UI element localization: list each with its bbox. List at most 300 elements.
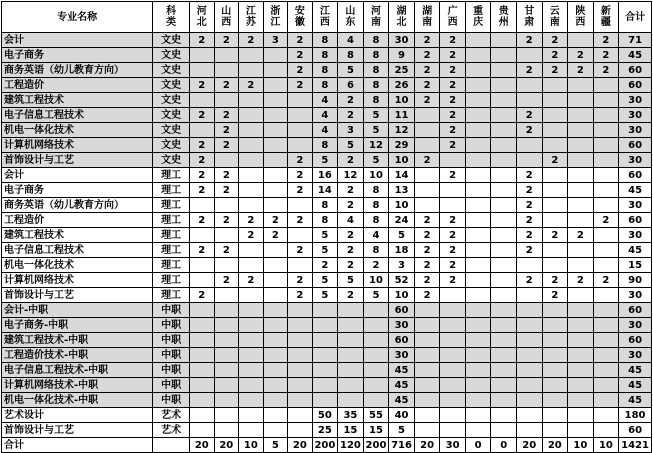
quota-cell bbox=[263, 303, 288, 318]
table-row bbox=[2, 258, 652, 273]
quota-cell bbox=[288, 408, 313, 423]
quota-cell: 5 bbox=[338, 273, 364, 288]
quota-cell: 2 bbox=[214, 213, 239, 228]
row-total-cell: 60 bbox=[619, 213, 652, 228]
quota-cell bbox=[288, 378, 313, 393]
quota-cell bbox=[190, 318, 215, 333]
quota-cell bbox=[440, 183, 466, 198]
quota-cell bbox=[440, 288, 466, 303]
quota-cell bbox=[190, 93, 215, 108]
quota-cell: 2 bbox=[440, 258, 466, 273]
quota-cell bbox=[288, 393, 313, 408]
quota-cell bbox=[239, 318, 264, 333]
quota-cell: 2 bbox=[414, 78, 440, 93]
quota-cell bbox=[440, 303, 466, 318]
quota-cell: 2 bbox=[440, 273, 466, 288]
quota-cell bbox=[190, 198, 215, 213]
quota-cell bbox=[593, 168, 619, 183]
quota-cell: 12 bbox=[338, 168, 364, 183]
quota-cell: 2 bbox=[542, 228, 568, 243]
header-major: 专业名称 bbox=[2, 2, 153, 33]
quota-cell bbox=[263, 258, 288, 273]
quota-cell: 2 bbox=[214, 183, 239, 198]
quota-cell bbox=[542, 303, 568, 318]
quota-cell bbox=[190, 408, 215, 423]
quota-cell: 12 bbox=[363, 138, 389, 153]
quota-cell bbox=[542, 78, 568, 93]
quota-cell bbox=[214, 423, 239, 438]
header-province: 湖 南 bbox=[414, 2, 440, 33]
quota-cell: 24 bbox=[389, 213, 415, 228]
quota-cell bbox=[542, 93, 568, 108]
quota-cell: 35 bbox=[338, 408, 364, 423]
table-row bbox=[2, 108, 652, 123]
quota-cell bbox=[568, 303, 594, 318]
total-cell: 10 bbox=[239, 438, 264, 453]
total-cell: 20 bbox=[542, 438, 568, 453]
quota-cell bbox=[568, 288, 594, 303]
quota-cell bbox=[465, 108, 491, 123]
quota-cell: 2 bbox=[516, 168, 542, 183]
quota-cell bbox=[338, 348, 364, 363]
quota-cell: 2 bbox=[414, 258, 440, 273]
quota-cell bbox=[239, 138, 264, 153]
category: 文史 bbox=[153, 153, 190, 168]
table-row bbox=[2, 93, 652, 108]
quota-cell bbox=[288, 423, 313, 438]
quota-cell bbox=[190, 273, 215, 288]
quota-cell: 4 bbox=[338, 33, 364, 48]
quota-cell bbox=[593, 183, 619, 198]
table-row bbox=[2, 123, 652, 138]
quota-cell: 2 bbox=[239, 228, 264, 243]
total-category-blank bbox=[153, 438, 190, 453]
quota-cell: 2 bbox=[414, 288, 440, 303]
quota-cell bbox=[542, 258, 568, 273]
quota-cell bbox=[288, 93, 313, 108]
quota-cell: 2 bbox=[288, 63, 313, 78]
quota-cell bbox=[593, 348, 619, 363]
quota-cell: 2 bbox=[440, 93, 466, 108]
quota-cell bbox=[491, 273, 517, 288]
quota-cell bbox=[465, 183, 491, 198]
quota-cell: 13 bbox=[389, 183, 415, 198]
quota-cell: 2 bbox=[190, 213, 215, 228]
quota-cell: 2 bbox=[516, 183, 542, 198]
quota-cell: 4 bbox=[363, 228, 389, 243]
quota-cell: 5 bbox=[363, 288, 389, 303]
quota-cell bbox=[190, 123, 215, 138]
quota-cell: 2 bbox=[440, 243, 466, 258]
quota-cell: 11 bbox=[389, 108, 415, 123]
quota-cell: 2 bbox=[239, 33, 264, 48]
quota-cell: 8 bbox=[363, 78, 389, 93]
quota-cell: 2 bbox=[263, 213, 288, 228]
quota-cell bbox=[491, 243, 517, 258]
row-total-cell: 60 bbox=[619, 333, 652, 348]
quota-cell: 2 bbox=[190, 33, 215, 48]
quota-cell: 2 bbox=[414, 93, 440, 108]
major-name: 计算机网络技术-中职 bbox=[2, 378, 153, 393]
category: 中职 bbox=[153, 378, 190, 393]
quota-cell bbox=[491, 423, 517, 438]
quota-cell bbox=[190, 258, 215, 273]
quota-cell bbox=[465, 153, 491, 168]
table-row bbox=[2, 363, 652, 378]
quota-cell bbox=[263, 318, 288, 333]
quota-cell: 2 bbox=[414, 63, 440, 78]
quota-cell: 16 bbox=[312, 168, 338, 183]
quota-cell bbox=[465, 378, 491, 393]
header-province: 甘 肃 bbox=[516, 2, 542, 33]
quota-cell bbox=[542, 183, 568, 198]
table-row bbox=[2, 33, 652, 48]
quota-cell bbox=[338, 303, 364, 318]
quota-cell: 2 bbox=[440, 48, 466, 63]
quota-cell bbox=[312, 363, 338, 378]
quota-cell bbox=[239, 408, 264, 423]
quota-cell: 2 bbox=[214, 243, 239, 258]
quota-cell bbox=[263, 153, 288, 168]
quota-cell: 2 bbox=[214, 168, 239, 183]
major-name: 机电一体化技术 bbox=[2, 258, 153, 273]
table-row bbox=[2, 393, 652, 408]
quota-cell bbox=[239, 393, 264, 408]
quota-cell bbox=[440, 318, 466, 333]
quota-cell bbox=[214, 258, 239, 273]
row-total-cell: 45 bbox=[619, 363, 652, 378]
quota-cell bbox=[465, 78, 491, 93]
major-name: 首饰设计与工艺 bbox=[2, 153, 153, 168]
table-row bbox=[2, 273, 652, 288]
quota-cell bbox=[593, 153, 619, 168]
header-row bbox=[2, 2, 652, 33]
quota-cell bbox=[465, 303, 491, 318]
table-row bbox=[2, 423, 652, 438]
quota-cell bbox=[414, 108, 440, 123]
category: 中职 bbox=[153, 348, 190, 363]
quota-cell bbox=[263, 333, 288, 348]
category: 理工 bbox=[153, 258, 190, 273]
quota-cell bbox=[491, 153, 517, 168]
quota-cell bbox=[214, 348, 239, 363]
quota-cell bbox=[568, 333, 594, 348]
quota-cell: 10 bbox=[363, 273, 389, 288]
quota-cell bbox=[568, 243, 594, 258]
header-province: 河 北 bbox=[190, 2, 215, 33]
quota-cell bbox=[465, 423, 491, 438]
category: 文史 bbox=[153, 78, 190, 93]
quota-cell: 14 bbox=[312, 183, 338, 198]
major-name: 工程造价 bbox=[2, 213, 153, 228]
quota-cell bbox=[593, 333, 619, 348]
major-name: 电子商务 bbox=[2, 183, 153, 198]
quota-cell bbox=[465, 63, 491, 78]
quota-cell: 2 bbox=[414, 48, 440, 63]
quota-cell: 10 bbox=[389, 198, 415, 213]
quota-cell bbox=[465, 258, 491, 273]
quota-cell: 2 bbox=[516, 213, 542, 228]
quota-cell bbox=[491, 78, 517, 93]
category: 文史 bbox=[153, 93, 190, 108]
header-province: 新 疆 bbox=[593, 2, 619, 33]
quota-cell bbox=[338, 393, 364, 408]
quota-cell bbox=[440, 333, 466, 348]
quota-cell bbox=[312, 378, 338, 393]
row-total-cell: 60 bbox=[619, 423, 652, 438]
quota-cell bbox=[239, 183, 264, 198]
major-name: 机电一体化技术-中职 bbox=[2, 393, 153, 408]
quota-cell bbox=[338, 333, 364, 348]
quota-cell bbox=[568, 423, 594, 438]
quota-cell: 8 bbox=[338, 48, 364, 63]
quota-cell bbox=[288, 258, 313, 273]
quota-cell bbox=[288, 318, 313, 333]
quota-cell bbox=[542, 318, 568, 333]
quota-cell bbox=[568, 123, 594, 138]
quota-cell bbox=[338, 318, 364, 333]
quota-cell: 2 bbox=[263, 228, 288, 243]
header-province: 陕 西 bbox=[568, 2, 594, 33]
quota-cell bbox=[568, 168, 594, 183]
quota-cell: 25 bbox=[389, 63, 415, 78]
quota-cell: 2 bbox=[414, 33, 440, 48]
quota-cell: 2 bbox=[542, 33, 568, 48]
quota-cell bbox=[288, 123, 313, 138]
quota-cell: 10 bbox=[363, 168, 389, 183]
row-total-cell: 30 bbox=[619, 123, 652, 138]
quota-cell: 2 bbox=[190, 108, 215, 123]
quota-cell: 8 bbox=[312, 48, 338, 63]
quota-cell bbox=[239, 48, 264, 63]
total-label: 合计 bbox=[2, 438, 153, 453]
quota-cell bbox=[491, 108, 517, 123]
quota-cell: 2 bbox=[568, 48, 594, 63]
quota-cell: 8 bbox=[312, 138, 338, 153]
total-row bbox=[2, 438, 652, 453]
table-row bbox=[2, 48, 652, 63]
quota-cell: 8 bbox=[312, 63, 338, 78]
quota-cell: 2 bbox=[338, 198, 364, 213]
quota-cell: 2 bbox=[338, 93, 364, 108]
total-cell: 0 bbox=[465, 438, 491, 453]
quota-cell bbox=[263, 423, 288, 438]
quota-cell: 2 bbox=[440, 78, 466, 93]
quota-cell: 4 bbox=[312, 93, 338, 108]
quota-cell bbox=[288, 138, 313, 153]
quota-cell bbox=[593, 423, 619, 438]
quota-cell bbox=[239, 108, 264, 123]
quota-cell: 2 bbox=[288, 213, 313, 228]
quota-cell bbox=[568, 363, 594, 378]
quota-cell bbox=[263, 363, 288, 378]
quota-cell bbox=[190, 363, 215, 378]
quota-cell bbox=[542, 408, 568, 423]
table-row bbox=[2, 183, 652, 198]
row-total-cell: 180 bbox=[619, 408, 652, 423]
quota-cell bbox=[593, 108, 619, 123]
quota-cell: 5 bbox=[312, 288, 338, 303]
quota-cell bbox=[568, 213, 594, 228]
category: 文史 bbox=[153, 138, 190, 153]
total-cell: 20 bbox=[414, 438, 440, 453]
total-cell: 716 bbox=[389, 438, 415, 453]
quota-cell bbox=[214, 408, 239, 423]
quota-cell bbox=[263, 408, 288, 423]
quota-cell: 2 bbox=[593, 213, 619, 228]
quota-cell bbox=[542, 168, 568, 183]
quota-cell bbox=[263, 198, 288, 213]
total-cell: 200 bbox=[312, 438, 338, 453]
quota-cell bbox=[465, 93, 491, 108]
quota-cell bbox=[288, 198, 313, 213]
quota-cell: 3 bbox=[389, 258, 415, 273]
quota-cell: 3 bbox=[263, 33, 288, 48]
quota-cell bbox=[491, 258, 517, 273]
total-cell: 20 bbox=[516, 438, 542, 453]
table-row bbox=[2, 228, 652, 243]
quota-cell bbox=[190, 378, 215, 393]
quota-cell bbox=[465, 333, 491, 348]
quota-cell: 2 bbox=[516, 63, 542, 78]
quota-cell bbox=[593, 243, 619, 258]
table-row bbox=[2, 303, 652, 318]
quota-cell bbox=[214, 363, 239, 378]
quota-cell bbox=[214, 288, 239, 303]
quota-cell bbox=[491, 198, 517, 213]
quota-cell: 2 bbox=[214, 273, 239, 288]
quota-cell bbox=[414, 333, 440, 348]
quota-cell: 2 bbox=[338, 243, 364, 258]
quota-cell bbox=[214, 63, 239, 78]
quota-cell bbox=[263, 378, 288, 393]
quota-cell bbox=[214, 378, 239, 393]
major-name: 建筑工程技术-中职 bbox=[2, 333, 153, 348]
quota-cell bbox=[263, 243, 288, 258]
quota-cell: 45 bbox=[389, 363, 415, 378]
quota-cell bbox=[593, 318, 619, 333]
quota-cell: 2 bbox=[338, 258, 364, 273]
total-cell: 120 bbox=[338, 438, 364, 453]
quota-cell: 10 bbox=[389, 153, 415, 168]
quota-cell: 45 bbox=[389, 378, 415, 393]
quota-cell: 2 bbox=[542, 288, 568, 303]
quota-cell bbox=[568, 108, 594, 123]
quota-cell bbox=[491, 48, 517, 63]
header-province: 重 庆 bbox=[465, 2, 491, 33]
quota-cell: 5 bbox=[389, 228, 415, 243]
quota-cell bbox=[516, 378, 542, 393]
quota-cell bbox=[190, 303, 215, 318]
row-total-cell: 30 bbox=[619, 198, 652, 213]
quota-cell bbox=[593, 258, 619, 273]
total-cell: 5 bbox=[263, 438, 288, 453]
quota-cell bbox=[363, 318, 389, 333]
category: 理工 bbox=[153, 168, 190, 183]
quota-cell bbox=[239, 123, 264, 138]
row-total-cell: 45 bbox=[619, 48, 652, 63]
quota-cell bbox=[288, 348, 313, 363]
quota-cell: 2 bbox=[516, 228, 542, 243]
quota-cell bbox=[593, 198, 619, 213]
quota-cell bbox=[263, 393, 288, 408]
quota-cell: 8 bbox=[363, 33, 389, 48]
quota-cell bbox=[568, 183, 594, 198]
quota-cell bbox=[593, 78, 619, 93]
quota-cell: 2 bbox=[516, 123, 542, 138]
quota-cell: 2 bbox=[214, 138, 239, 153]
quota-cell bbox=[465, 408, 491, 423]
quota-cell: 2 bbox=[568, 228, 594, 243]
major-name: 电子信息工程技术-中职 bbox=[2, 363, 153, 378]
header-province: 湖 北 bbox=[389, 2, 415, 33]
quota-cell: 2 bbox=[593, 273, 619, 288]
quota-cell bbox=[214, 393, 239, 408]
quota-cell bbox=[568, 318, 594, 333]
quota-cell: 12 bbox=[389, 123, 415, 138]
quota-cell bbox=[440, 198, 466, 213]
quota-cell: 2 bbox=[542, 63, 568, 78]
table-row bbox=[2, 78, 652, 93]
header-province: 江 苏 bbox=[239, 2, 264, 33]
quota-cell: 2 bbox=[440, 168, 466, 183]
quota-cell: 40 bbox=[389, 408, 415, 423]
quota-cell bbox=[465, 213, 491, 228]
quota-cell: 2 bbox=[568, 63, 594, 78]
quota-cell bbox=[542, 198, 568, 213]
quota-cell: 2 bbox=[440, 138, 466, 153]
quota-cell: 8 bbox=[312, 213, 338, 228]
quota-cell bbox=[568, 408, 594, 423]
quota-cell bbox=[190, 348, 215, 363]
quota-cell: 8 bbox=[363, 213, 389, 228]
row-total-cell: 30 bbox=[619, 348, 652, 363]
quota-cell bbox=[312, 333, 338, 348]
quota-cell: 2 bbox=[288, 243, 313, 258]
total-cell: 20 bbox=[288, 438, 313, 453]
table-body bbox=[2, 33, 652, 453]
quota-cell bbox=[288, 333, 313, 348]
quota-cell bbox=[214, 303, 239, 318]
quota-cell bbox=[214, 228, 239, 243]
row-total-cell: 60 bbox=[619, 78, 652, 93]
table-row bbox=[2, 378, 652, 393]
quota-cell bbox=[542, 213, 568, 228]
quota-cell bbox=[516, 153, 542, 168]
quota-cell bbox=[239, 288, 264, 303]
quota-cell: 2 bbox=[288, 78, 313, 93]
quota-cell: 8 bbox=[312, 33, 338, 48]
quota-cell bbox=[491, 408, 517, 423]
quota-cell: 3 bbox=[338, 123, 364, 138]
quota-cell bbox=[263, 93, 288, 108]
quota-cell: 25 bbox=[312, 423, 338, 438]
quota-cell bbox=[312, 348, 338, 363]
quota-cell bbox=[440, 153, 466, 168]
quota-cell: 2 bbox=[593, 63, 619, 78]
quota-cell bbox=[465, 33, 491, 48]
quota-cell: 2 bbox=[516, 273, 542, 288]
quota-cell bbox=[465, 288, 491, 303]
quota-cell bbox=[190, 423, 215, 438]
quota-cell: 2 bbox=[593, 33, 619, 48]
quota-cell: 2 bbox=[542, 273, 568, 288]
quota-cell: 15 bbox=[338, 423, 364, 438]
major-name: 商务英语（幼儿教育方向） bbox=[2, 198, 153, 213]
category: 理工 bbox=[153, 273, 190, 288]
quota-cell: 2 bbox=[190, 183, 215, 198]
quota-cell bbox=[239, 168, 264, 183]
